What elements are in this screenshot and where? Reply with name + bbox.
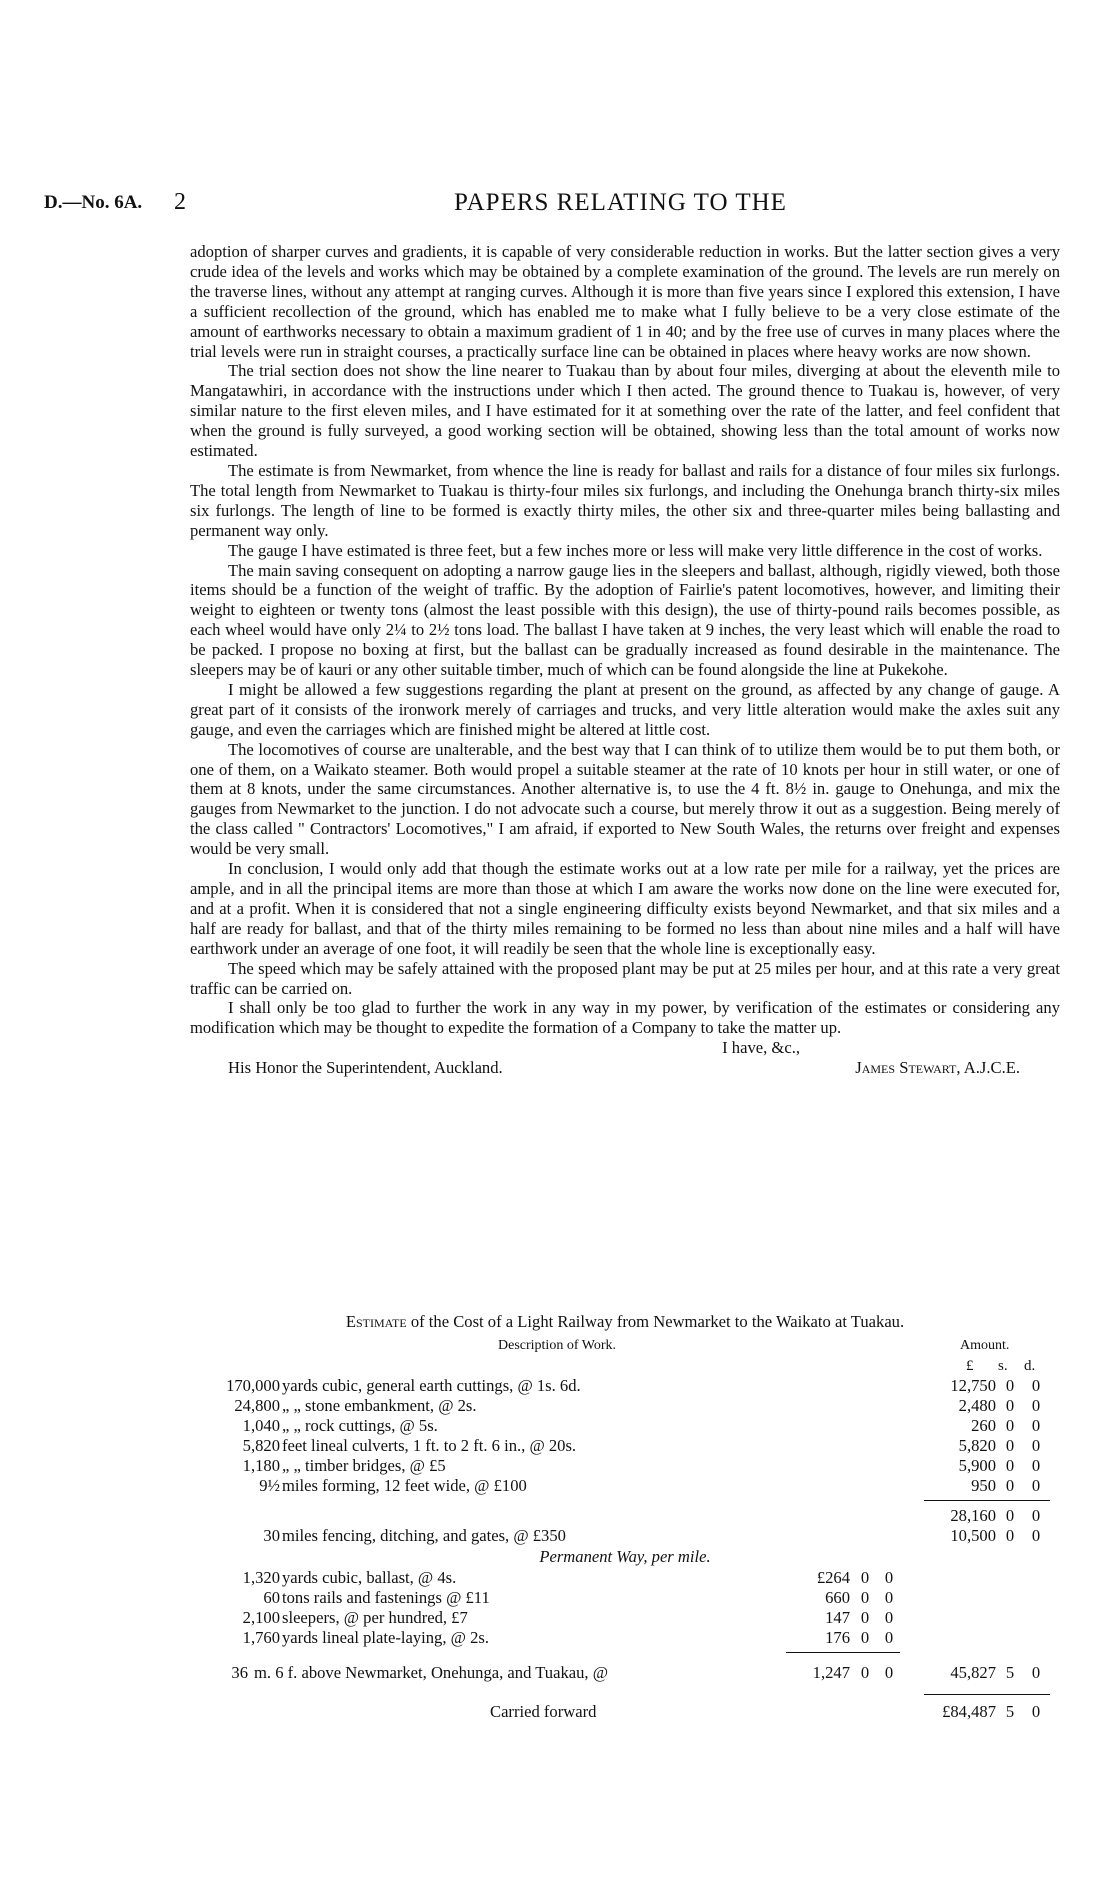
paragraph: The locomotives of course are unalterable, and the best way that I can think of to utilize them would be to put them both, or one of them, on a Waikato steamer. Both would propel a suitable steamer at the rate of 10 knots per hour in still water, or one of them at 8 knots, under the same circumstances. Another alternative is, to use the 4 ft. 8½ in. gauge to Onehunga, and mix the gauges from Newmarket to the junction. I do not advocate such a course, but merely throw it out as a suggestion. Being merely of the class called " Contractors' Locomotives," I am afraid, if exported to New South Wales, the returns over freight and expenses would be very small.: [190, 739, 1060, 859]
closing: I have, &c.,: [722, 1038, 800, 1058]
permanent-way-heading: Permanent Way, per mile.: [539, 1547, 711, 1566]
table-row: 1,180 „ „ timber bridges, @ £5 5,900 0 0: [242, 1456, 1041, 1475]
table-row: 60 tons rails and fastenings @ £11 660 0 0: [263, 1588, 894, 1607]
running-title: PAPERS RELATING TO THE: [454, 189, 787, 216]
estimate-table: [190, 1312, 1060, 1722]
paragraph: adoption of sharper curves and gradients, it is capable of very considerable reduction in works. But the latter section gives a very crude idea of the levels and works which may be obtained by a complete examination of the ground. The levels are run merely on the traverse lines, without any attempt at ranging curves. Although it is more than five years since I explored this extension, I have a sufficient recollection of the ground, which has enabled me to make what I fully believe to be a very close estimate of the amount of earthworks necessary to obtain a maximum gradient of 1 in 40; and by the free use of curves in many places where the trial levels were run in straight courses, a practically surface line can be obtained in places where heavy works are now shown.: [190, 242, 1060, 361]
currency-units: £ s. d.: [966, 1358, 1036, 1374]
table-row: 2,100 sleepers, @ per hundred, £7 147 0 0: [242, 1608, 894, 1627]
table-row: 1,040 „ „ rock cuttings, @ 5s. 260 0 0: [242, 1416, 1041, 1435]
total-rule: [924, 1694, 1050, 1695]
signature: James Stewart, A.J.C.E.: [855, 1058, 1020, 1078]
amount-header: Amount.: [960, 1338, 1010, 1353]
paragraph: The estimate is from Newmarket, from whence the line is ready for ballast and rails for a distance of four miles six furlongs. The total length from Newmarket to Tuakau is thirty-four miles six furlongs, and including the Onehunga branch thirty-six miles six furlongs. The length of line to be formed is exactly thirty miles, the other six and three-quarter miles being ballasting and permanent way only.: [190, 460, 1060, 540]
table-row: 5,820 feet lineal culverts, 1 ft. to 2 ft. 6 in., @ 20s. 5,820 0 0: [242, 1436, 1041, 1455]
subtotal-rule: [924, 1500, 1050, 1501]
document-reference: D.—No. 6A.: [44, 192, 143, 213]
subtotal-row: 28,160 0 0: [950, 1506, 1041, 1525]
column-headers: [190, 1338, 1060, 1358]
description-header: Description of Work.: [498, 1338, 616, 1353]
page-header: [44, 189, 1070, 220]
paragraph: I shall only be too glad to further the work in any way in my power, by verification of the estimates or considering any modification which may be thought to expedite the formation of a Company to take the matter up.: [190, 998, 1060, 1038]
table-row: 9½ miles forming, 12 feet wide, @ £100 950 0 0: [259, 1476, 1041, 1495]
table-row: 30 miles fencing, ditching, and gates, @ £350 10,500 0 0: [263, 1526, 1041, 1545]
carried-forward-row: Carried forward £84,487 5 0: [490, 1702, 1041, 1721]
table-row: 1,320 yards cubic, ballast, @ 4s. £264 0 0: [242, 1568, 894, 1587]
pw-total-row: 36 m. 6 f. above Newmarket, Onehunga, and Tuakau, @ 1,247 0 0 45,827 5 0: [231, 1663, 1041, 1682]
signature-line: [190, 1058, 1060, 1078]
paragraph: The speed which may be safely attained with the proposed plant may be put at 25 miles per hour, and at this rate a very great traffic can be carried on.: [190, 958, 1060, 998]
addressee: His Honor the Superintendent, Auckland.: [228, 1058, 503, 1078]
paragraph: The gauge I have estimated is three feet, but a few inches more or less will make very little difference in the cost of works.: [228, 540, 1043, 560]
paragraph: I might be allowed a few suggestions regarding the plant at present on the ground, as affected by any change of gauge. A great part of it consists of the ironwork merely of carriages and trucks, and very little alteration would make the axles suit any gauge, and even the carriages which are finished might be altered at little cost.: [190, 679, 1060, 739]
table-row: 170,000 yards cubic, general earth cuttings, @ 1s. 6d. 12,750 0 0: [226, 1376, 1041, 1395]
table-row: 24,800 „ „ stone embankment, @ 2s. 2,480 0 0: [234, 1396, 1041, 1415]
page-number: 2: [174, 189, 186, 215]
paragraph: The trial section does not show the line nearer to Tuakau than by about four miles, diverging at about the eleventh mile to Mangatawhiri, in accordance with the instructions under which I then acted. The ground thence to Tuakau is, however, of very similar nature to the first eleven miles, and I have estimated for it at something over the rate of the latter, and feel confident that when the ground is fully surveyed, a good working section will be obtained, showing less than the total amount of works now estimated.: [190, 361, 1060, 461]
table-row: 1,760 yards lineal plate-laying, @ 2s. 176 0 0: [242, 1628, 894, 1647]
letter-body: [190, 242, 1060, 1078]
paragraph: The main saving consequent on adopting a narrow gauge lies in the sleepers and ballast, although, rigidly viewed, both those items should be a function of the weight of traffic. By the adoption of Fairlie's patent locomotives, however, and limiting their weight to eighteen or twenty tons (almost the least possible with this design), the use of thirty-pound rails becomes possible, as each wheel would have only 2¼ to 2½ tons load. The ballast I have taken at 9 inches, the very least which will enable the road to be packed. I propose no boxing at first, but the ballast can be gradually increased as found desirable in the maintenance. The sleepers may be of kauri or any other suitable timber, much of which can be found alongside the line at Pukekohe.: [190, 560, 1060, 680]
pw-rule: [786, 1652, 900, 1653]
estimate-title: Estimate of the Cost of a Light Railway from Newmarket to the Waikato at Tuakau.: [345, 1312, 905, 1331]
paragraph: In conclusion, I would only add that though the estimate works out at a low rate per mile for a railway, yet the prices are ample, and in all the principal items are more than those at which I am aware the works now done on the line were executed for, and at a profit. When it is considered that not a single engineering difficulty exists beyond Newmarket, and that six miles and a half are ready for ballast, and that of the thirty miles remaining to be formed no less than about nine miles and a half will have earthwork under an average of one foot, it will readily be seen that the whole line is exceptionally easy.: [190, 859, 1060, 958]
